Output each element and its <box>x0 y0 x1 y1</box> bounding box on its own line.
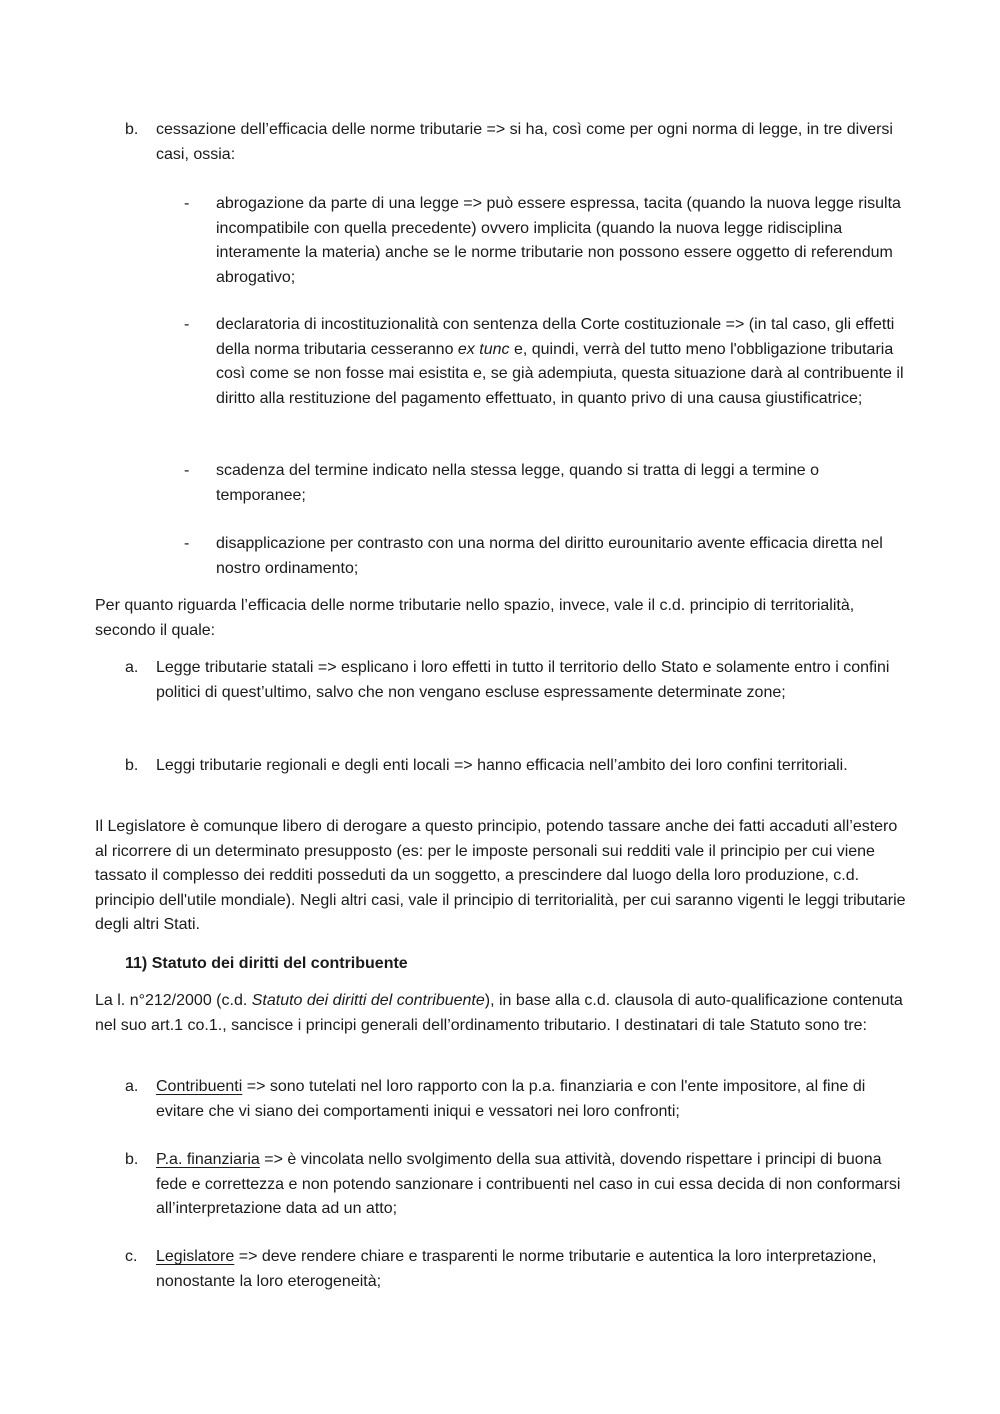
sub-list-item <box>184 459 904 508</box>
list-item <box>125 656 905 705</box>
list-item <box>125 1245 905 1294</box>
list-item <box>125 1148 905 1222</box>
sub-list-item <box>184 313 904 411</box>
list-marker: a. <box>125 1078 139 1095</box>
sub-list-item-text: declaratoria di incostituzionalità con sentenza della Corte costituzionale => (in tal caso, gli effetti della norma tributaria cesseranno ex tunc e, quindi, verrà del tutto meno l'obbligazione tributaria così come se non fosse mai esistita e, se già adempiuta, questa situazione darà al contribuente il diritto alla restituzione del pagamento effettuato, in quanto privo di una causa giustificatrice; <box>216 316 904 407</box>
list-marker: c. <box>125 1248 138 1265</box>
list-item <box>125 118 905 167</box>
term-underlined: Legislatore <box>156 1248 235 1265</box>
sub-list-item-text: scadenza del termine indicato nella stessa legge, quando si tratta di leggi a termine o temporanee; <box>216 462 820 504</box>
list-item-text: Leggi tributarie regionali e degli enti locali => hanno efficacia nell’ambito dei loro confini territoriali. <box>156 757 848 774</box>
section-heading: 11) Statuto dei diritti del contribuente <box>125 955 408 972</box>
dash-marker: - <box>184 195 190 212</box>
sub-list-item-text: abrogazione da parte di una legge => può essere espressa, tacita (quando la nuova legge risulta incompatibile con quella precedente) ovvero implicita (quando la nuova legge ridisciplina interamente la materia) anche se le norme tributarie non possono essere oggetto di referendum abrogativo; <box>216 195 901 286</box>
list-item-text: P.a. finanziaria => è vincolata nello svolgimento della sua attività, dovendo rispettare i principi di buona fede e correttezza e non potendo sanzionare i contribuenti nel caso in cui essa decida di non conformarsi all’interpretazione data ad un atto; <box>156 1151 901 1217</box>
list-item-text: Contribuenti => sono tutelati nel loro rapporto con la p.a. finanziaria e con l'ente impositore, al fine di evitare che vi siano dei comportamenti iniqui e vessatori nei loro confronti; <box>156 1078 866 1120</box>
list-item <box>125 754 905 779</box>
sub-list-item <box>184 532 904 581</box>
dash-marker: - <box>184 535 190 552</box>
sub-list-item <box>184 192 904 290</box>
list-item-text: Legislatore => deve rendere chiare e trasparenti le norme tributarie e autentica la loro interpretazione, nonostante la loro eterogeneità; <box>156 1248 877 1290</box>
list-marker: b. <box>125 757 139 774</box>
list-item <box>125 1075 905 1124</box>
list-item-text: cessazione dell’efficacia delle norme tributarie => si ha, così come per ogni norma di legge, in tre diversi casi, ossia: <box>156 121 893 163</box>
term-underlined: Contribuenti <box>156 1078 243 1095</box>
list-item-text: Legge tributarie statali => esplicano i loro effetti in tutto il territorio dello Stato e solamente entro i confini politici di quest’ultimo, salvo che non vengano escluse espressamente determinate zone; <box>156 659 890 701</box>
paragraph: Per quanto riguarda l’efficacia delle norme tributarie nello spazio, invece, vale il c.d. principio di territorialità, secondo il quale: <box>95 597 855 639</box>
list-marker: b. <box>125 1151 139 1168</box>
list-marker: a. <box>125 659 139 676</box>
dash-marker: - <box>184 462 190 479</box>
latin-phrase: ex tunc <box>457 340 510 358</box>
sub-list-item-text: disapplicazione per contrasto con una norma del diritto eurounitario avente efficacia diretta nel nostro ordinamento; <box>216 535 883 577</box>
term-underlined: P.a. finanziaria <box>156 1151 260 1168</box>
paragraph: Il Legislatore è comunque libero di derogare a questo principio, potendo tassare anche dei fatti accaduti all’estero al ricorrere di un determinato presupposto (es: per le imposte personali sui redditi vale il principio per cui viene tassato il complesso dei redditi posseduti da un soggetto, a prescindere dal luogo della loro produzione, c.d. principio dell'utile mondiale). Negli altri casi, vale il principio di territorialità, per cui saranno vigenti le leggi tributarie degli altri Stati. <box>95 818 906 933</box>
paragraph: La l. n°212/2000 (c.d. Statuto dei diritti del contribuente), in base alla c.d. clausola di auto-qualificazione contenuta nel suo art.1 co.1., sancisce i principi generali dell’ordinamento tributario. I destinatari di tale Statuto sono tre: <box>95 992 903 1034</box>
dash-marker: - <box>184 316 190 333</box>
list-marker: b. <box>125 121 139 138</box>
statute-title: Statuto dei diritti del contribuente <box>251 992 485 1009</box>
